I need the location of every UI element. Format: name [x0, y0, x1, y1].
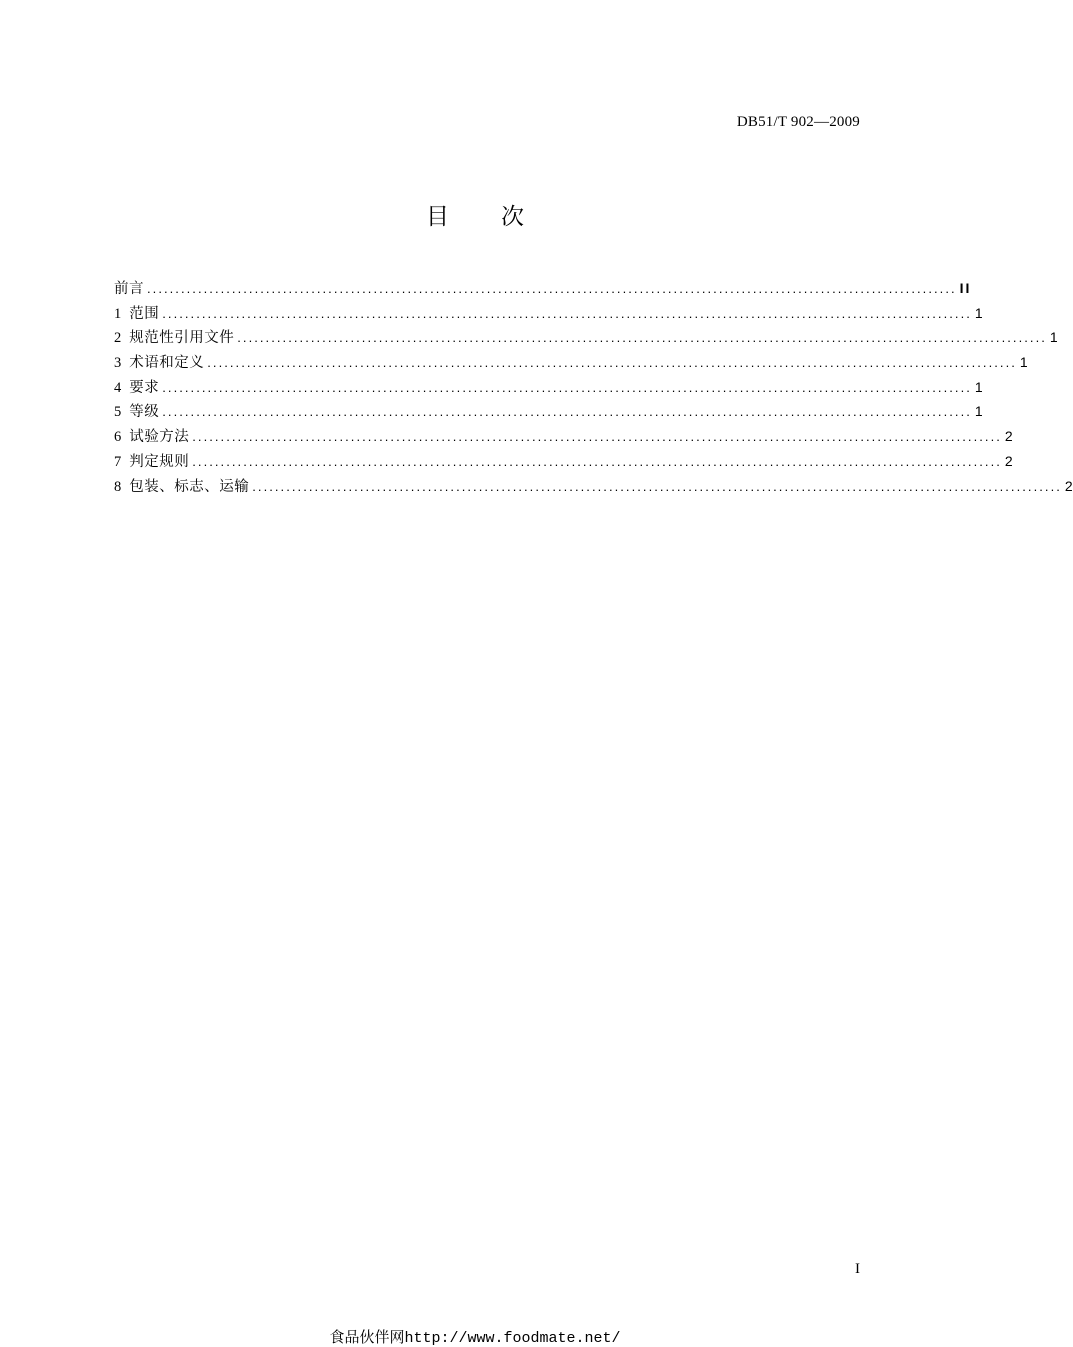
toc-entry-page: 1 — [974, 378, 983, 395]
toc-leader-dots: ............................................................................................................................................... — [252, 478, 1062, 494]
toc-entry-number: 8 — [114, 478, 122, 495]
toc-entry-label: 术语和定义 — [129, 355, 205, 372]
toc-entry-2[interactable] — [114, 326, 1058, 351]
page-number: I — [855, 1261, 860, 1277]
toc-entry-label: 前言 — [114, 281, 144, 297]
toc-entry-label: 试验方法 — [129, 429, 190, 446]
site-name: 食品伙伴网 — [329, 1328, 405, 1346]
toc-entry-number: 1 — [114, 305, 122, 322]
toc-entry-label: 等级 — [129, 404, 160, 421]
toc-entry-7[interactable] — [114, 450, 1013, 475]
toc-entry-preface[interactable] — [114, 277, 972, 302]
toc-entry-number: 3 — [114, 355, 122, 372]
toc-entry-page: 1 — [974, 403, 983, 420]
toc-entry-number: 4 — [114, 379, 122, 396]
toc-leader-dots: ............................................................................................................................................... — [237, 330, 1047, 346]
table-of-contents — [114, 277, 1073, 499]
toc-leader-dots: ............................................................................................................................................... — [162, 305, 972, 321]
toc-title-part2: 次 — [501, 204, 524, 230]
site-url[interactable]: http://www.foodmate.net/ — [404, 1330, 621, 1347]
toc-entry-page: 1 — [974, 304, 983, 321]
toc-entry-page: II — [959, 280, 972, 296]
toc-leader-dots: ............................................................................................................................................... — [192, 453, 1002, 469]
toc-entry-number: 7 — [114, 453, 122, 470]
toc-leader-dots: ............................................................................................................................................... — [207, 355, 1017, 371]
toc-leader-dots: ............................................................................................................................................... — [147, 281, 957, 296]
toc-entry-page: 2 — [1064, 477, 1073, 494]
toc-entry-page: 2 — [1004, 428, 1013, 445]
toc-entry-label: 判定规则 — [129, 453, 190, 470]
toc-entry-number: 5 — [114, 404, 122, 421]
toc-entry-3[interactable] — [114, 351, 1028, 376]
toc-leader-dots: ............................................................................................................................................... — [162, 379, 972, 395]
toc-entry-page: 1 — [1019, 354, 1028, 371]
toc-leader-dots: ............................................................................................................................................... — [192, 429, 1002, 445]
toc-entry-page: 1 — [1049, 329, 1058, 346]
toc-entry-number: 2 — [114, 330, 122, 347]
toc-entry-1[interactable] — [114, 302, 983, 327]
toc-entry-5[interactable] — [114, 400, 983, 425]
toc-title-part1: 目 — [426, 204, 449, 230]
footer-watermark — [0, 1326, 950, 1347]
toc-entry-label: 要求 — [129, 379, 160, 396]
toc-entry-label: 包装、标志、运输 — [129, 478, 250, 495]
toc-entry-6[interactable] — [114, 425, 1013, 450]
toc-entry-number: 6 — [114, 429, 122, 446]
standard-code: DB51/T 902—2009 — [736, 114, 860, 130]
toc-title — [0, 198, 950, 231]
toc-entry-8[interactable] — [114, 475, 1073, 500]
toc-leader-dots: ............................................................................................................................................... — [162, 404, 972, 420]
toc-entry-label: 范围 — [129, 305, 160, 322]
toc-entry-page: 2 — [1004, 452, 1013, 469]
toc-entry-4[interactable] — [114, 376, 983, 401]
toc-entry-label: 规范性引用文件 — [129, 330, 235, 347]
